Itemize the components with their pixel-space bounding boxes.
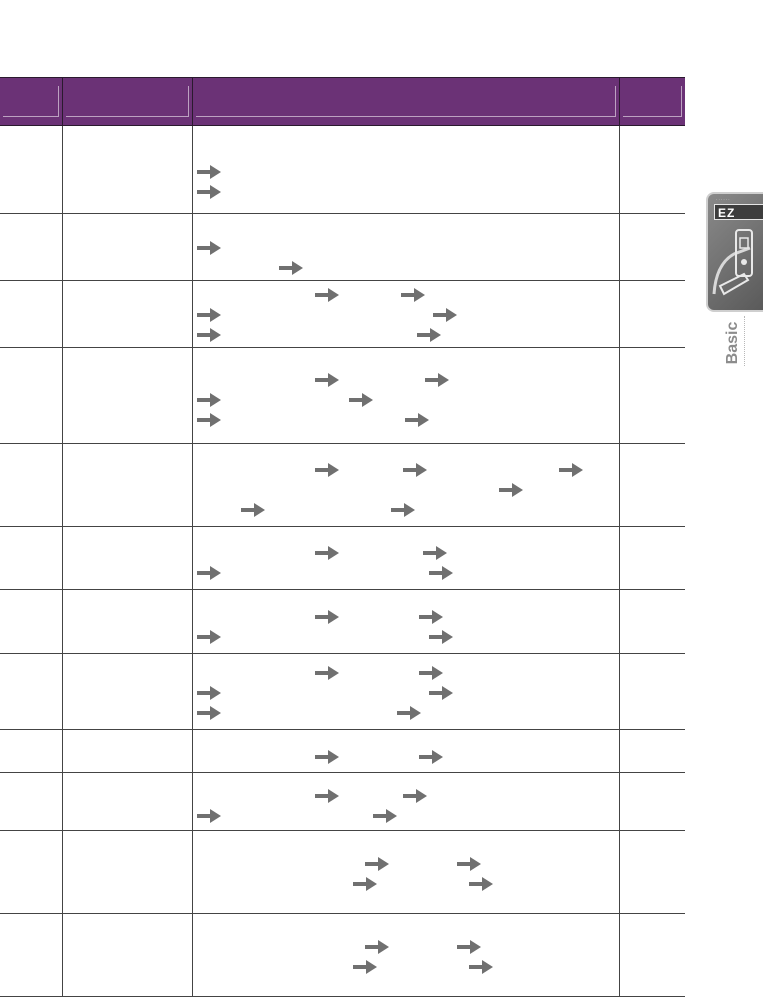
step-line (193, 370, 619, 390)
procedure-steps (193, 607, 619, 647)
right-arrow-icon (197, 705, 221, 721)
table-body (0, 126, 685, 997)
section-tab[interactable] (706, 192, 763, 312)
step-line (193, 543, 619, 563)
table-row (0, 831, 685, 914)
table-row (0, 590, 685, 654)
procedure-steps (193, 854, 619, 894)
table-row (0, 730, 685, 773)
door-lock-icon (710, 224, 760, 310)
step-line (193, 182, 619, 202)
right-arrow-icon (315, 788, 339, 804)
right-arrow-icon (423, 545, 447, 561)
right-arrow-icon (457, 939, 481, 955)
table-cell-col2 (63, 348, 193, 444)
table-cell-col1 (0, 281, 63, 348)
table-cell-col4 (620, 348, 686, 444)
right-arrow-icon (373, 808, 397, 824)
right-arrow-icon (197, 808, 221, 824)
right-arrow-icon (403, 788, 427, 804)
table-cell-col4 (620, 590, 686, 654)
procedure-steps (193, 285, 619, 345)
right-arrow-icon (353, 959, 377, 975)
step-line (193, 460, 619, 480)
right-arrow-icon (197, 164, 221, 180)
right-arrow-icon (365, 856, 389, 872)
step-line (193, 663, 619, 683)
procedure-steps (193, 460, 619, 520)
right-arrow-icon (419, 609, 443, 625)
step-line (193, 786, 619, 806)
table-cell-col2 (63, 527, 193, 590)
table-row (0, 444, 685, 527)
table-cell-col3 (193, 214, 620, 281)
section-label: Basic (724, 321, 741, 365)
right-arrow-icon (241, 502, 265, 518)
right-arrow-icon (401, 287, 425, 303)
table-cell-col1 (0, 214, 63, 281)
table-cell-col3 (193, 126, 620, 214)
instruction-table (0, 77, 685, 997)
right-arrow-icon (279, 260, 303, 276)
step-line (193, 480, 619, 500)
table-cell-col1 (0, 527, 63, 590)
tab-fine-print: · · · · · · (716, 197, 730, 202)
step-line (193, 500, 619, 520)
right-arrow-icon (429, 685, 453, 701)
table-cell-col4 (620, 126, 686, 214)
table-cell-col2 (63, 831, 193, 914)
table-row (0, 214, 685, 281)
table-cell-col4 (620, 654, 686, 730)
table-cell-col4 (620, 914, 686, 997)
table-row (0, 348, 685, 444)
right-arrow-icon (559, 462, 583, 478)
right-arrow-icon (391, 502, 415, 518)
procedure-steps (193, 786, 619, 826)
right-arrow-icon (419, 749, 443, 765)
table-cell-col4 (620, 831, 686, 914)
right-arrow-icon (315, 462, 339, 478)
table-cell-col4 (620, 773, 686, 831)
procedure-steps (193, 747, 619, 767)
table-cell-col2 (63, 654, 193, 730)
step-line (193, 410, 619, 430)
right-arrow-icon (425, 372, 449, 388)
right-arrow-icon (197, 392, 221, 408)
step-line (193, 747, 619, 767)
table-cell-col2 (63, 730, 193, 773)
right-arrow-icon (197, 327, 221, 343)
table-cell-col2 (63, 773, 193, 831)
table-cell-col1 (0, 831, 63, 914)
step-line (193, 305, 619, 325)
procedure-steps (193, 543, 619, 583)
right-arrow-icon (315, 372, 339, 388)
table-cell-col1 (0, 444, 63, 527)
table-cell-col1 (0, 654, 63, 730)
right-arrow-icon (403, 462, 427, 478)
right-arrow-icon (315, 287, 339, 303)
right-arrow-icon (499, 482, 523, 498)
table-cell-col2 (63, 914, 193, 997)
right-arrow-icon (315, 749, 339, 765)
right-arrow-icon (429, 565, 453, 581)
table-cell-col3 (193, 730, 620, 773)
table-row (0, 527, 685, 590)
table-cell-col1 (0, 730, 63, 773)
right-arrow-icon (315, 545, 339, 561)
right-arrow-icon (197, 685, 221, 701)
table-row (0, 773, 685, 831)
table-cell-col4 (620, 214, 686, 281)
procedure-steps (193, 663, 619, 723)
table-cell-col3 (193, 590, 620, 654)
right-arrow-icon (365, 939, 389, 955)
step-line (193, 874, 619, 894)
step-line (193, 162, 619, 182)
right-arrow-icon (315, 609, 339, 625)
step-line (193, 683, 619, 703)
table-cell-col4 (620, 444, 686, 527)
procedure-steps (193, 162, 619, 202)
right-arrow-icon (197, 412, 221, 428)
step-line (193, 854, 619, 874)
step-line (193, 627, 619, 647)
table-cell-col2 (63, 126, 193, 214)
table-cell-col2 (63, 214, 193, 281)
table-cell-col3 (193, 444, 620, 527)
table-cell-col1 (0, 348, 63, 444)
table-cell-col4 (620, 281, 686, 348)
table-row (0, 281, 685, 348)
table-cell-col1 (0, 773, 63, 831)
step-line (193, 937, 619, 957)
right-arrow-icon (315, 665, 339, 681)
table-cell-col4 (620, 730, 686, 773)
table-cell-col2 (63, 590, 193, 654)
table-cell-col3 (193, 654, 620, 730)
step-line (193, 607, 619, 627)
table-cell-col3 (193, 831, 620, 914)
step-line (193, 285, 619, 305)
header-cell-2 (63, 78, 193, 126)
step-line (193, 390, 619, 410)
table-row (0, 654, 685, 730)
table-cell-col1 (0, 590, 63, 654)
table-cell-col2 (63, 281, 193, 348)
right-arrow-icon (397, 705, 421, 721)
table-header-row (0, 78, 685, 126)
right-arrow-icon (433, 307, 457, 323)
table-row (0, 126, 685, 214)
right-arrow-icon (405, 412, 429, 428)
table-cell-col3 (193, 348, 620, 444)
procedure-steps (193, 937, 619, 977)
step-line (193, 258, 619, 278)
right-arrow-icon (197, 184, 221, 200)
procedure-steps (193, 238, 619, 278)
header-cell-3 (193, 78, 620, 126)
right-arrow-icon (197, 565, 221, 581)
table-cell-col3 (193, 914, 620, 997)
step-line (193, 325, 619, 345)
right-arrow-icon (419, 665, 443, 681)
step-line (193, 238, 619, 258)
header-cell-1 (0, 78, 63, 126)
step-line (193, 806, 619, 826)
brand-badge: EZ (714, 204, 763, 220)
right-arrow-icon (197, 240, 221, 256)
step-line (193, 703, 619, 723)
right-arrow-icon (353, 876, 377, 892)
tab-divider (744, 316, 746, 366)
table-cell-col3 (193, 527, 620, 590)
right-arrow-icon (469, 959, 493, 975)
right-arrow-icon (349, 392, 373, 408)
table-cell-col3 (193, 281, 620, 348)
table-cell-col2 (63, 444, 193, 527)
right-arrow-icon (469, 876, 493, 892)
right-arrow-icon (197, 307, 221, 323)
table-cell-col3 (193, 773, 620, 831)
table-row (0, 914, 685, 997)
right-arrow-icon (197, 629, 221, 645)
step-line (193, 563, 619, 583)
header-cell-4 (620, 78, 686, 126)
right-arrow-icon (457, 856, 481, 872)
table-cell-col1 (0, 126, 63, 214)
right-arrow-icon (429, 629, 453, 645)
table-cell-col1 (0, 914, 63, 997)
right-arrow-icon (417, 327, 441, 343)
table-cell-col4 (620, 527, 686, 590)
procedure-steps (193, 370, 619, 430)
step-line (193, 957, 619, 977)
